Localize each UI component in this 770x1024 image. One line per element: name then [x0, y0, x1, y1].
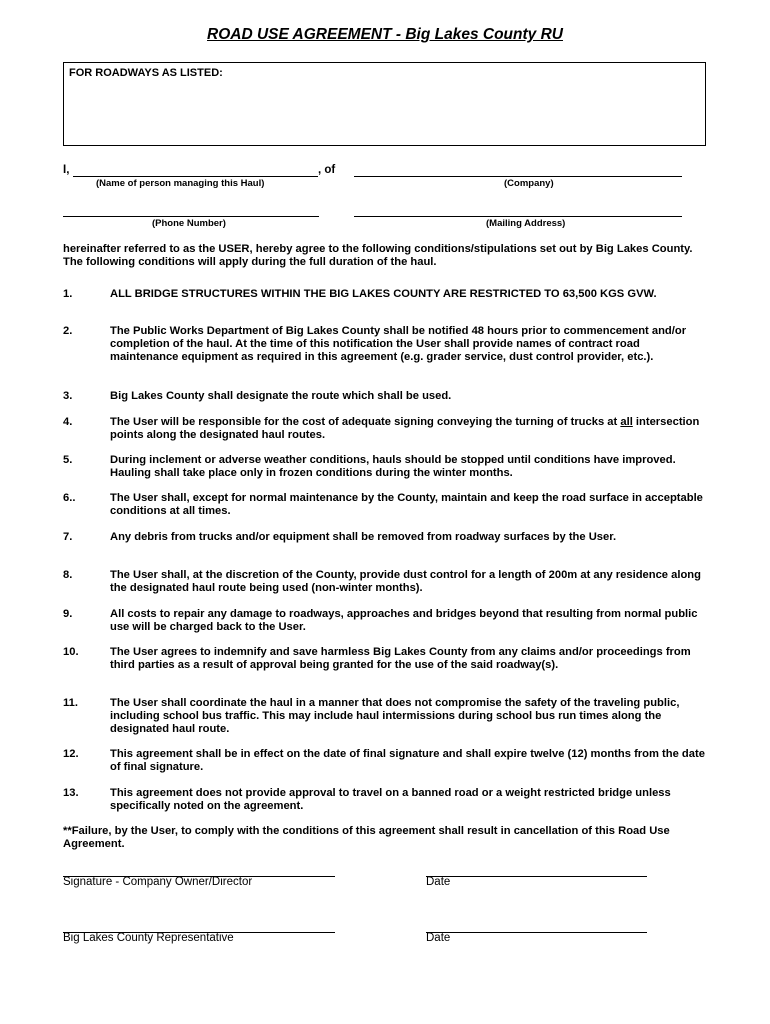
date-label: Date	[426, 876, 451, 888]
phone-field[interactable]	[63, 202, 319, 217]
condition-number: 10.	[63, 646, 79, 658]
address-field[interactable]	[354, 202, 682, 217]
condition-text: The User agrees to indemnify and save harmless Big Lakes County from any claims and/or proceedings from third parties as a result of approval being granted for the use of the said roadway(s).	[110, 646, 691, 672]
condition-text: Any debris from trucks and/or equipment shall be removed from roadway surfaces by the User.	[110, 531, 617, 543]
condition-number: 9.	[63, 608, 73, 620]
condition-number: 12.	[63, 748, 79, 760]
name-field[interactable]	[73, 162, 318, 177]
condition-text: This agreement shall be in effect on the date of final signature and shall expire twelve (12) months from the date of final signature.	[110, 748, 705, 774]
condition-number: 6..	[63, 492, 76, 504]
condition-text: This agreement does not provide approval to travel on a banned road or a weight restricted bridge unless specifically noted on the agreement.	[110, 787, 671, 813]
condition-number: 4.	[63, 416, 73, 428]
date-label: Date	[426, 932, 451, 944]
condition-text: The User will be responsible for the cost of adequate signing conveying the turning of trucks at all intersection points along the designated haul routes.	[110, 416, 700, 442]
condition-number: 7.	[63, 531, 73, 543]
county-signature-field[interactable]	[63, 918, 335, 933]
name-caption: (Name of person managing this Haul)	[96, 178, 265, 189]
county-signature-label: Big Lakes County Representative	[63, 932, 234, 944]
owner-signature-label: Signature - Company Owner/Director	[63, 876, 253, 888]
owner-date-field[interactable]	[426, 862, 647, 877]
emphasis-all: all	[620, 416, 633, 428]
condition-number: 3.	[63, 390, 73, 402]
condition-number: 8.	[63, 569, 73, 581]
condition-text: The User shall, at the discretion of the County, provide dust control for a length of 200m at any residence along the designated haul route being used (non-winter months).	[110, 569, 701, 595]
condition-number: 1.	[63, 288, 73, 300]
condition-text: All costs to repair any damage to roadways, approaches and bridges beyond that resulting from normal public use will be charged back to the User.	[110, 608, 698, 634]
failure-note: **Failure, by the User, to comply with the conditions of this agreement shall result in cancellation of this Road Use Agreement.	[63, 825, 670, 851]
condition-text: The Public Works Department of Big Lakes County shall be notified 48 hours prior to commencement and/or completion of the haul. At the time of this notification the User shall provide names of contract road maintenance equipment as required in this agreement (e.g. grader service, dust control provider, etc.).	[110, 325, 687, 364]
condition-number: 2.	[63, 325, 73, 337]
roadways-box[interactable]	[63, 62, 706, 146]
condition-number: 11.	[63, 697, 78, 709]
address-caption: (Mailing Address)	[486, 218, 566, 229]
company-caption: (Company)	[504, 178, 554, 189]
document-title: ROAD USE AGREEMENT - Big Lakes County RU	[207, 26, 563, 43]
condition-text: ALL BRIDGE STRUCTURES WITHIN THE BIG LAKES COUNTY ARE RESTRICTED TO 63,500 KGS GVW.	[110, 288, 657, 300]
of-label: , of	[318, 164, 336, 176]
condition-text: During inclement or adverse weather conditions, hauls should be stopped until conditions have improved. Hauling shall take place only in frozen conditions during the winter months.	[110, 454, 676, 480]
roadways-label: FOR ROADWAYS AS LISTED:	[69, 67, 223, 79]
condition-number: 13.	[63, 787, 79, 799]
company-field[interactable]	[354, 162, 682, 177]
condition-text: The User shall, except for normal maintenance by the County, maintain and keep the road surface in acceptable conditions at all times.	[110, 492, 703, 518]
condition-text: Big Lakes County shall designate the route which shall be used.	[110, 390, 452, 402]
i-prefix: I,	[63, 164, 70, 176]
phone-caption: (Phone Number)	[152, 218, 226, 229]
condition-number: 5.	[63, 454, 73, 466]
county-date-field[interactable]	[426, 918, 647, 933]
intro-paragraph: hereinafter referred to as the USER, hereby agree to the following conditions/stipulations set out by Big Lakes County. The following conditions will apply during the full duration of the haul.	[63, 243, 693, 269]
condition-text: The User shall coordinate the haul in a manner that does not compromise the safety of the traveling public, including school bus traffic. This may include haul intermissions during school bus run times along the designated haul route.	[110, 697, 680, 736]
owner-signature-field[interactable]	[63, 862, 335, 877]
